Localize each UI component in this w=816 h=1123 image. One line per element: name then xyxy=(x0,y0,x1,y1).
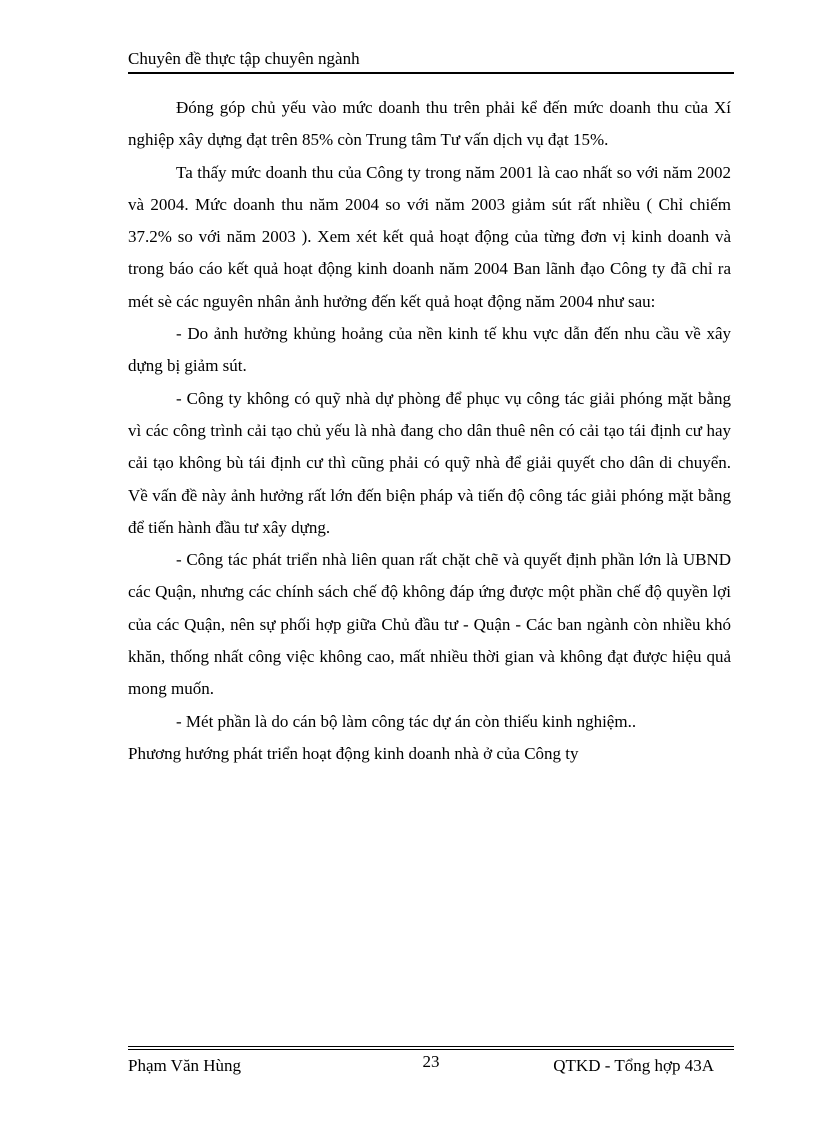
page-number: 23 xyxy=(422,1052,440,1071)
footer-rule-top xyxy=(128,1046,734,1047)
paragraph-cause-staff-experience: - Mét phần là do cán bộ làm công tác dự án còn thiếu kinh nghiệm.. xyxy=(176,711,637,731)
footer-author: Phạm Văn Hùng xyxy=(128,1056,242,1075)
paragraph-revenue-contribution: Đóng góp chủ yếu vào mức doanh thu trên phải kể đến mức doanh thu của Xí nghiệp xây dựng đạt trên 85% còn Trung tâm Tư vấn dịch vụ đạt 15%. xyxy=(128,98,731,150)
closing-heading-line: Phương hướng phát triển hoạt động kinh doanh nhà ở của Công ty xyxy=(128,743,579,763)
document-body xyxy=(128,92,731,770)
header-rule xyxy=(128,72,734,74)
footer-class: QTKD - Tổng hợp 43A xyxy=(553,1056,714,1075)
page-header xyxy=(128,48,734,74)
paragraph-cause-district-coordination: - Công tác phát triển nhà liên quan rất chặt chẽ và quyết định phần lớn là UBND các Quận, nhưng các chính sách chế độ không đáp ứng được một phần chế độ quyền lợi của các Quận, nên sự phối hợp giữa Chủ đầu tư - Quận - Các ban ngành còn nhiều khó khăn, thống nhất công việc không cao, mất nhiều thời gian và không đạt được hiệu quả mong muốn. xyxy=(128,550,731,699)
paragraph-cause-economic-crisis: - Do ảnh hưởng khủng hoảng của nền kinh tế khu vực dẫn đến nhu cầu về xây dựng bị giảm sút. xyxy=(128,324,731,376)
paragraph-revenue-analysis: Ta thấy mức doanh thu của Công ty trong năm 2001 là cao nhất so với năm 2002 và 2004. Mức doanh thu năm 2004 so với năm 2003 giảm sút rất nhiều ( Chỉ chiếm 37.2% so với năm 2003 ). Xem xét kết quả hoạt động của từng đơn vị kinh doanh và trong báo cáo kết quả hoạt động kinh doanh năm 2004 Ban lãnh đạo Công ty đã chỉ ra mét sè các nguyên nhân ảnh hưởng đến kết quả hoạt động năm 2004 như sau: xyxy=(128,162,731,311)
header-title: Chuyên đề thực tập chuyên ngành xyxy=(128,49,360,68)
page-footer xyxy=(128,1046,734,1074)
paragraph-cause-housing-fund: - Công ty không có quỹ nhà dự phòng để phục vụ công tác giải phóng mặt bằng vì các công trình cải tạo chủ yếu là nhà đang cho dân thuê nên có cải tạo tái định cư hay cải tạo không bù tái định cư thì cũng phải có quỹ nhà để giải quyết cho dân di chuyển. Về vấn đề này ảnh hưởng rất lớn đến biện pháp và tiến độ công tác giải phóng mặt bằng để tiến hành đầu tư xây dựng. xyxy=(128,388,731,537)
